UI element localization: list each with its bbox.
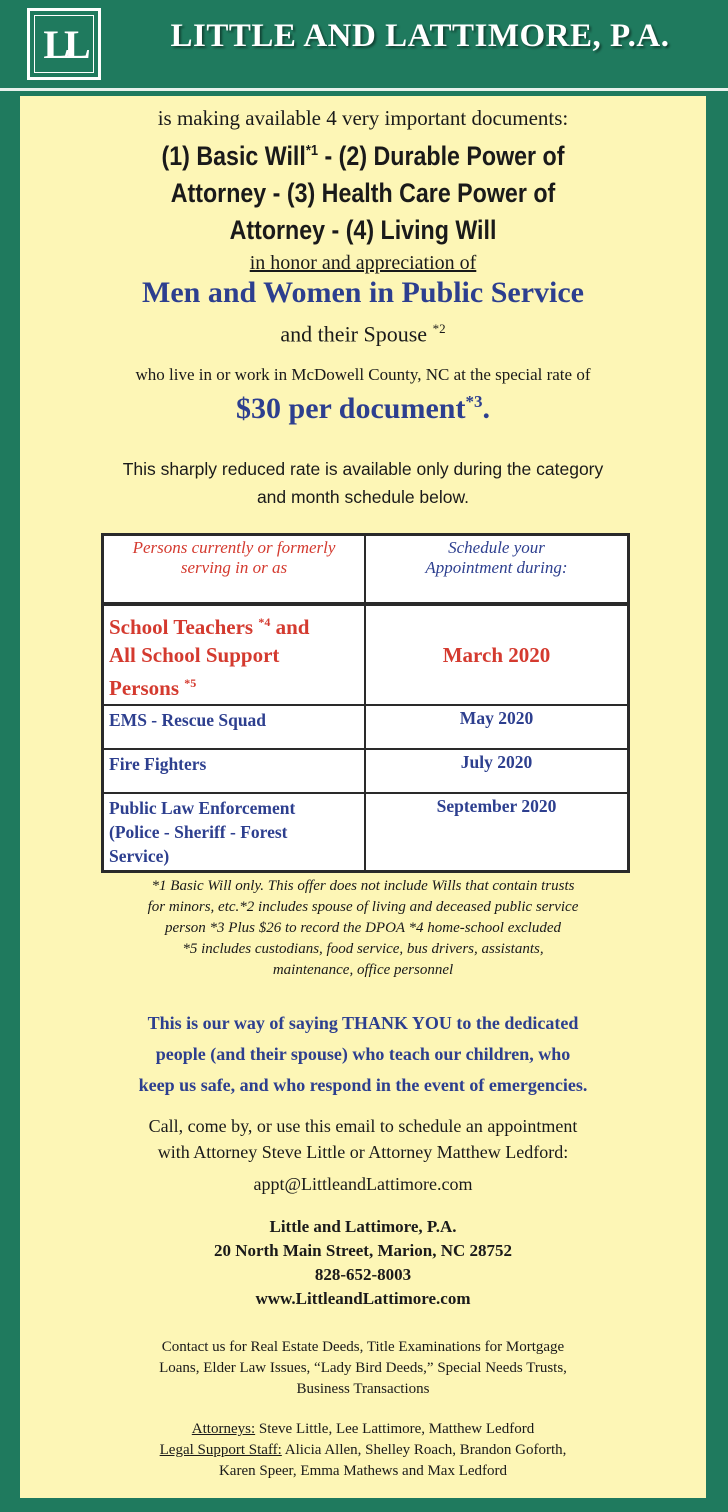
- date-teachers: March 2020: [365, 604, 629, 705]
- thank-you-line: keep us safe, and who respond in the event of emergencies.: [138, 1075, 588, 1095]
- contact-line: with Attorney Steve Little or Attorney Matthew Ledford:: [157, 1142, 569, 1162]
- category-text: All School Support: [109, 643, 280, 667]
- footnote-line: person *3 Plus $26 to record the DPOA *4 home-school excluded: [164, 920, 562, 936]
- table-row: [103, 793, 629, 872]
- support-staff-names: Karen Speer, Emma Mathews and Max Ledford: [218, 1463, 508, 1479]
- footnote-line: maintenance, office personnel: [272, 962, 454, 978]
- rate-period: .: [482, 392, 490, 425]
- header-divider: [0, 88, 728, 91]
- category-teachers: [103, 604, 366, 705]
- category-fire: Fire Fighters: [103, 749, 366, 793]
- footnote-ref-1: *1: [305, 142, 319, 159]
- header-bar: [0, 0, 728, 88]
- rate-amount: $30 per document: [236, 392, 466, 425]
- category-text: School Teachers: [109, 615, 259, 639]
- footnote-ref-5: *5: [184, 676, 197, 690]
- footnote-ref-2: *2: [432, 321, 446, 336]
- documents-line-2: Attorney - (3) Health Care Power of: [170, 178, 556, 208]
- documents-line-3: Attorney - (4) Living Will: [229, 215, 497, 245]
- services-line: Loans, Elder Law Issues, “Lady Bird Deeds,” Special Needs Trusts,: [159, 1360, 567, 1376]
- firm-title: LITTLE AND LATTIMORE, P.A.: [170, 18, 670, 54]
- services-list: [103, 1337, 623, 1400]
- spouse-text: [20, 321, 706, 347]
- support-staff-names: Alicia Allen, Shelley Roach, Brandon Goforth,: [281, 1442, 567, 1458]
- contact-line: Call, come by, or use this email to schedule an appointment: [148, 1116, 578, 1136]
- header-schedule: [365, 535, 629, 605]
- footnotes: [93, 876, 633, 981]
- footnote-ref-3: *3: [465, 392, 483, 411]
- support-staff-label: Legal Support Staff:: [159, 1442, 282, 1458]
- documents-line-1: [68, 132, 658, 175]
- spouse-label: and their Spouse: [280, 321, 433, 347]
- firm-address-block: [20, 1215, 706, 1311]
- reduced-rate-line-2: and month schedule below.: [256, 487, 470, 507]
- services-line: Contact us for Real Estate Deeds, Title Examinations for Mortgage: [161, 1339, 565, 1355]
- firm-name: Little and Lattimore, P.A.: [269, 1217, 457, 1236]
- table-row: [103, 749, 629, 793]
- footnote-line: *1 Basic Will only. This offer does not include Wills that contain trusts: [151, 878, 575, 894]
- location-text: who live in or work in McDowell County, NC at the special rate of: [135, 365, 591, 384]
- date-fire: July 2020: [365, 749, 629, 793]
- staff-list: [20, 1419, 706, 1482]
- category-text: Service): [109, 846, 170, 866]
- special-rate: [20, 392, 706, 426]
- thank-you-line: This is our way of saying THANK YOU to the dedicated: [147, 1013, 579, 1033]
- date-ems: May 2020: [365, 705, 629, 749]
- table-row: [103, 705, 629, 749]
- contact-instructions: [20, 1113, 706, 1197]
- appointment-email-link[interactable]: appt@LittleandLattimore.com: [253, 1174, 473, 1194]
- footnote-line: for minors, etc.*2 includes spouse of living and deceased public service: [147, 899, 579, 915]
- intro-text: is making available 4 very important documents:: [157, 106, 569, 130]
- category-text: Persons: [109, 676, 185, 700]
- thank-you-line: people (and their spouse) who teach our children, who: [155, 1044, 571, 1064]
- firm-logo: [27, 8, 101, 80]
- reduced-rate-line-1: This sharply reduced rate is available only during the category: [122, 459, 604, 479]
- category-text: and: [270, 615, 310, 639]
- category-ems: EMS - Rescue Squad: [103, 705, 366, 749]
- category-law-enforcement: [103, 793, 366, 872]
- schedule-header-row: [103, 535, 629, 605]
- flyer-panel: [20, 96, 706, 1498]
- public-service-heading: Men and Women in Public Service: [142, 276, 584, 309]
- logo-monogram: LL: [34, 15, 94, 73]
- attorneys-line: [20, 1419, 706, 1440]
- firm-website-link[interactable]: www.LittleandLattimore.com: [255, 1289, 471, 1308]
- doc-durable-poa: - (2) Durable Power of: [318, 141, 565, 171]
- firm-phone[interactable]: 828-652-8003: [314, 1265, 412, 1284]
- support-staff-line: [20, 1440, 706, 1461]
- footnote-ref-4: *4: [258, 615, 271, 629]
- reduced-rate-text: [20, 455, 706, 511]
- header-category: [103, 535, 366, 605]
- header-category-line-2: serving in or as: [180, 558, 288, 577]
- category-text: Public Law Enforcement: [109, 798, 296, 818]
- category-text: (Police - Sheriff - Forest: [109, 822, 288, 842]
- thank-you-message: [20, 1008, 706, 1101]
- header-schedule-line-2: Appointment during:: [425, 558, 568, 577]
- header-category-line-1: Persons currently or formerly: [132, 538, 336, 557]
- date-law-enforcement: September 2020: [365, 793, 629, 872]
- documents-list: [68, 132, 658, 249]
- header-schedule-line-1: Schedule your: [448, 538, 545, 557]
- services-line: Business Transactions: [296, 1381, 430, 1397]
- footnote-line: *5 includes custodians, food service, bus drivers, assistants,: [182, 941, 544, 957]
- table-row: [103, 604, 629, 705]
- schedule-table: [101, 533, 630, 873]
- firm-street: 20 North Main Street, Marion, NC 28752: [213, 1241, 513, 1260]
- honor-text: in honor and appreciation of: [249, 252, 477, 274]
- attorneys-names: Steve Little, Lee Lattimore, Matthew Ledford: [255, 1421, 535, 1437]
- attorneys-label: Attorneys:: [191, 1421, 256, 1437]
- doc-basic-will: (1) Basic Will: [161, 141, 306, 171]
